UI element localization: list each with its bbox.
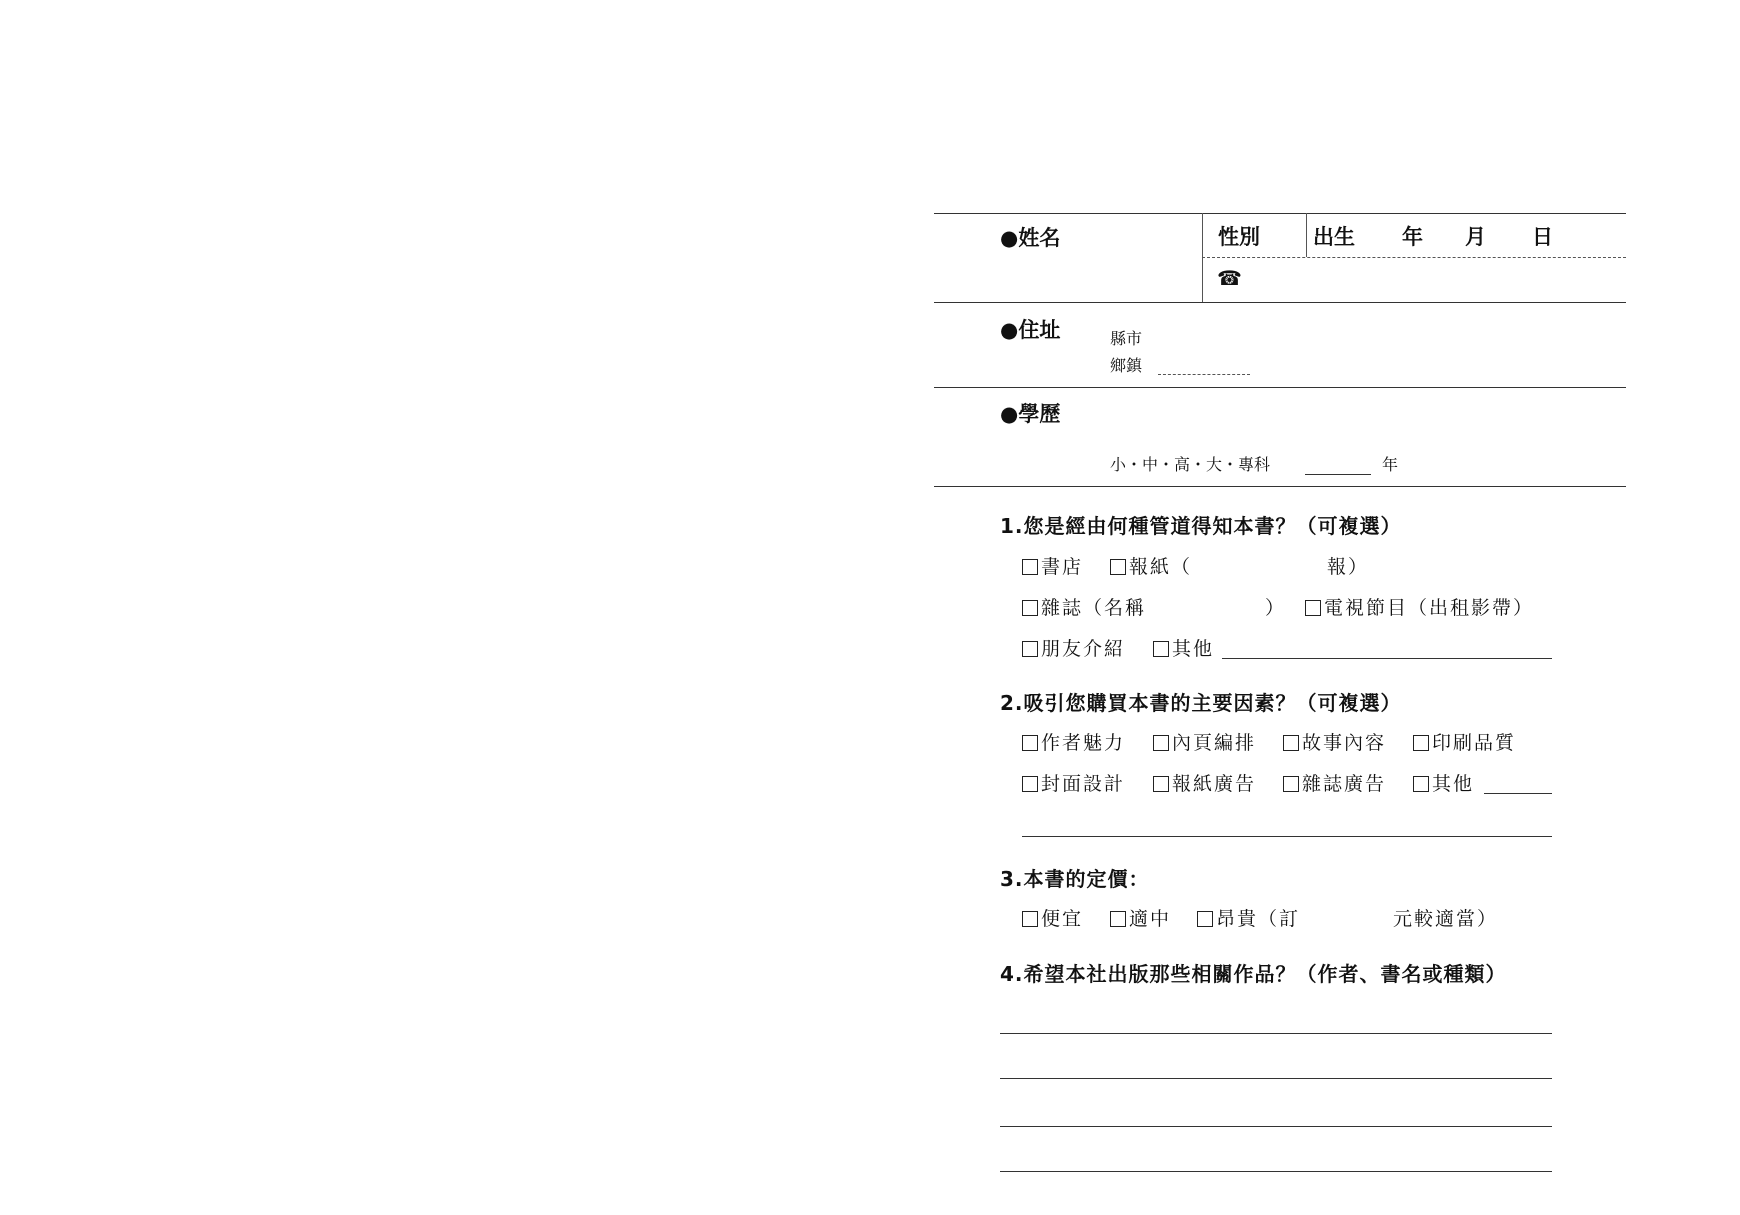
checkbox[interactable] xyxy=(1022,641,1038,657)
q1-option-bookstore[interactable]: 書店 xyxy=(1022,552,1083,579)
q3-option-expensive[interactable]: 昂貴（訂 xyxy=(1197,904,1300,931)
checkbox[interactable] xyxy=(1110,911,1126,927)
q4-title: 4.希望本社出版那些相關作品？（作者、書名或種類） xyxy=(1000,962,1507,986)
checkbox[interactable] xyxy=(1022,600,1038,616)
q2-option-author[interactable]: 作者魅力 xyxy=(1022,728,1125,755)
q2-option-layout[interactable]: 內頁編排 xyxy=(1153,728,1256,755)
name-bottom-rule xyxy=(934,302,1626,303)
q2-option-other[interactable]: 其他 xyxy=(1413,769,1474,796)
education-year-suffix: 年 xyxy=(1382,455,1399,474)
q1-option-newspaper[interactable]: 報紙（ xyxy=(1110,552,1192,579)
county-city-label: 縣市 xyxy=(1110,329,1143,348)
gender-label: 性別 xyxy=(1218,225,1260,249)
name-label: ●姓名 xyxy=(1000,226,1061,250)
education-year-blank[interactable] xyxy=(1305,474,1371,475)
address-bottom-rule xyxy=(934,387,1626,388)
q1-magazine-end: ） xyxy=(1265,597,1287,619)
q1-option-friend[interactable]: 朋友介紹 xyxy=(1022,634,1125,661)
checkbox[interactable] xyxy=(1022,735,1038,751)
education-bottom-rule xyxy=(934,486,1626,487)
q1-newspaper-end: 報） xyxy=(1327,556,1370,578)
q1-title: 1.您是經由何種管道得知本書？（可複選） xyxy=(1000,514,1402,538)
q2-option-cover[interactable]: 封面設計 xyxy=(1022,769,1125,796)
q2-option-story[interactable]: 故事內容 xyxy=(1283,728,1386,755)
q3-option-cheap[interactable]: 便宜 xyxy=(1022,904,1083,931)
q3-title: 3.本書的定價： xyxy=(1000,867,1150,891)
checkbox[interactable] xyxy=(1413,776,1429,792)
birth-day-label: 日 xyxy=(1532,225,1553,249)
top-rule xyxy=(934,213,1626,214)
checkbox[interactable] xyxy=(1305,600,1321,616)
address-label: ●住址 xyxy=(1000,318,1061,342)
q4-answer-line[interactable] xyxy=(1000,1171,1552,1172)
q1-option-magazine[interactable]: 雜誌（名稱 xyxy=(1022,593,1146,620)
checkbox[interactable] xyxy=(1197,911,1213,927)
checkbox[interactable] xyxy=(1413,735,1429,751)
q2-option-magazine-ad[interactable]: 雜誌廣告 xyxy=(1283,769,1386,796)
checkbox[interactable] xyxy=(1283,735,1299,751)
checkbox[interactable] xyxy=(1283,776,1299,792)
q4-answer-line[interactable] xyxy=(1000,1078,1552,1079)
q3-expensive-end: 元較適當） xyxy=(1393,908,1499,930)
phone-icon: ☎ xyxy=(1217,266,1242,290)
checkbox[interactable] xyxy=(1022,559,1038,575)
education-label: ●學歷 xyxy=(1000,402,1061,426)
q2-extra-blank[interactable] xyxy=(1022,836,1552,837)
checkbox[interactable] xyxy=(1153,735,1169,751)
q3-option-moderate[interactable]: 適中 xyxy=(1110,904,1171,931)
q1-option-tv[interactable]: 電視節目（出租影帶） xyxy=(1305,593,1534,620)
gender-birth-bottom-rule xyxy=(1202,257,1626,258)
q2-option-newspaper-ad[interactable]: 報紙廣告 xyxy=(1153,769,1256,796)
checkbox[interactable] xyxy=(1153,776,1169,792)
education-levels: 小・中・高・大・專科 xyxy=(1110,455,1271,474)
q2-option-print-quality[interactable]: 印刷品質 xyxy=(1413,728,1516,755)
gender-divider xyxy=(1306,213,1307,257)
birth-month-label: 月 xyxy=(1465,225,1486,249)
q4-answer-line[interactable] xyxy=(1000,1033,1552,1034)
q1-other-blank[interactable] xyxy=(1222,658,1552,659)
name-divider xyxy=(1202,213,1203,303)
birth-label: 出生 xyxy=(1313,225,1355,249)
checkbox[interactable] xyxy=(1153,641,1169,657)
q2-other-blank[interactable] xyxy=(1484,793,1552,794)
township-label: 鄉鎮 xyxy=(1110,356,1143,375)
q1-option-other[interactable]: 其他 xyxy=(1153,634,1214,661)
township-blank[interactable] xyxy=(1158,374,1250,375)
checkbox[interactable] xyxy=(1110,559,1126,575)
checkbox[interactable] xyxy=(1022,776,1038,792)
checkbox[interactable] xyxy=(1022,911,1038,927)
q4-answer-line[interactable] xyxy=(1000,1126,1552,1127)
birth-year-label: 年 xyxy=(1402,225,1423,249)
q2-title: 2.吸引您購買本書的主要因素？（可複選） xyxy=(1000,691,1402,715)
